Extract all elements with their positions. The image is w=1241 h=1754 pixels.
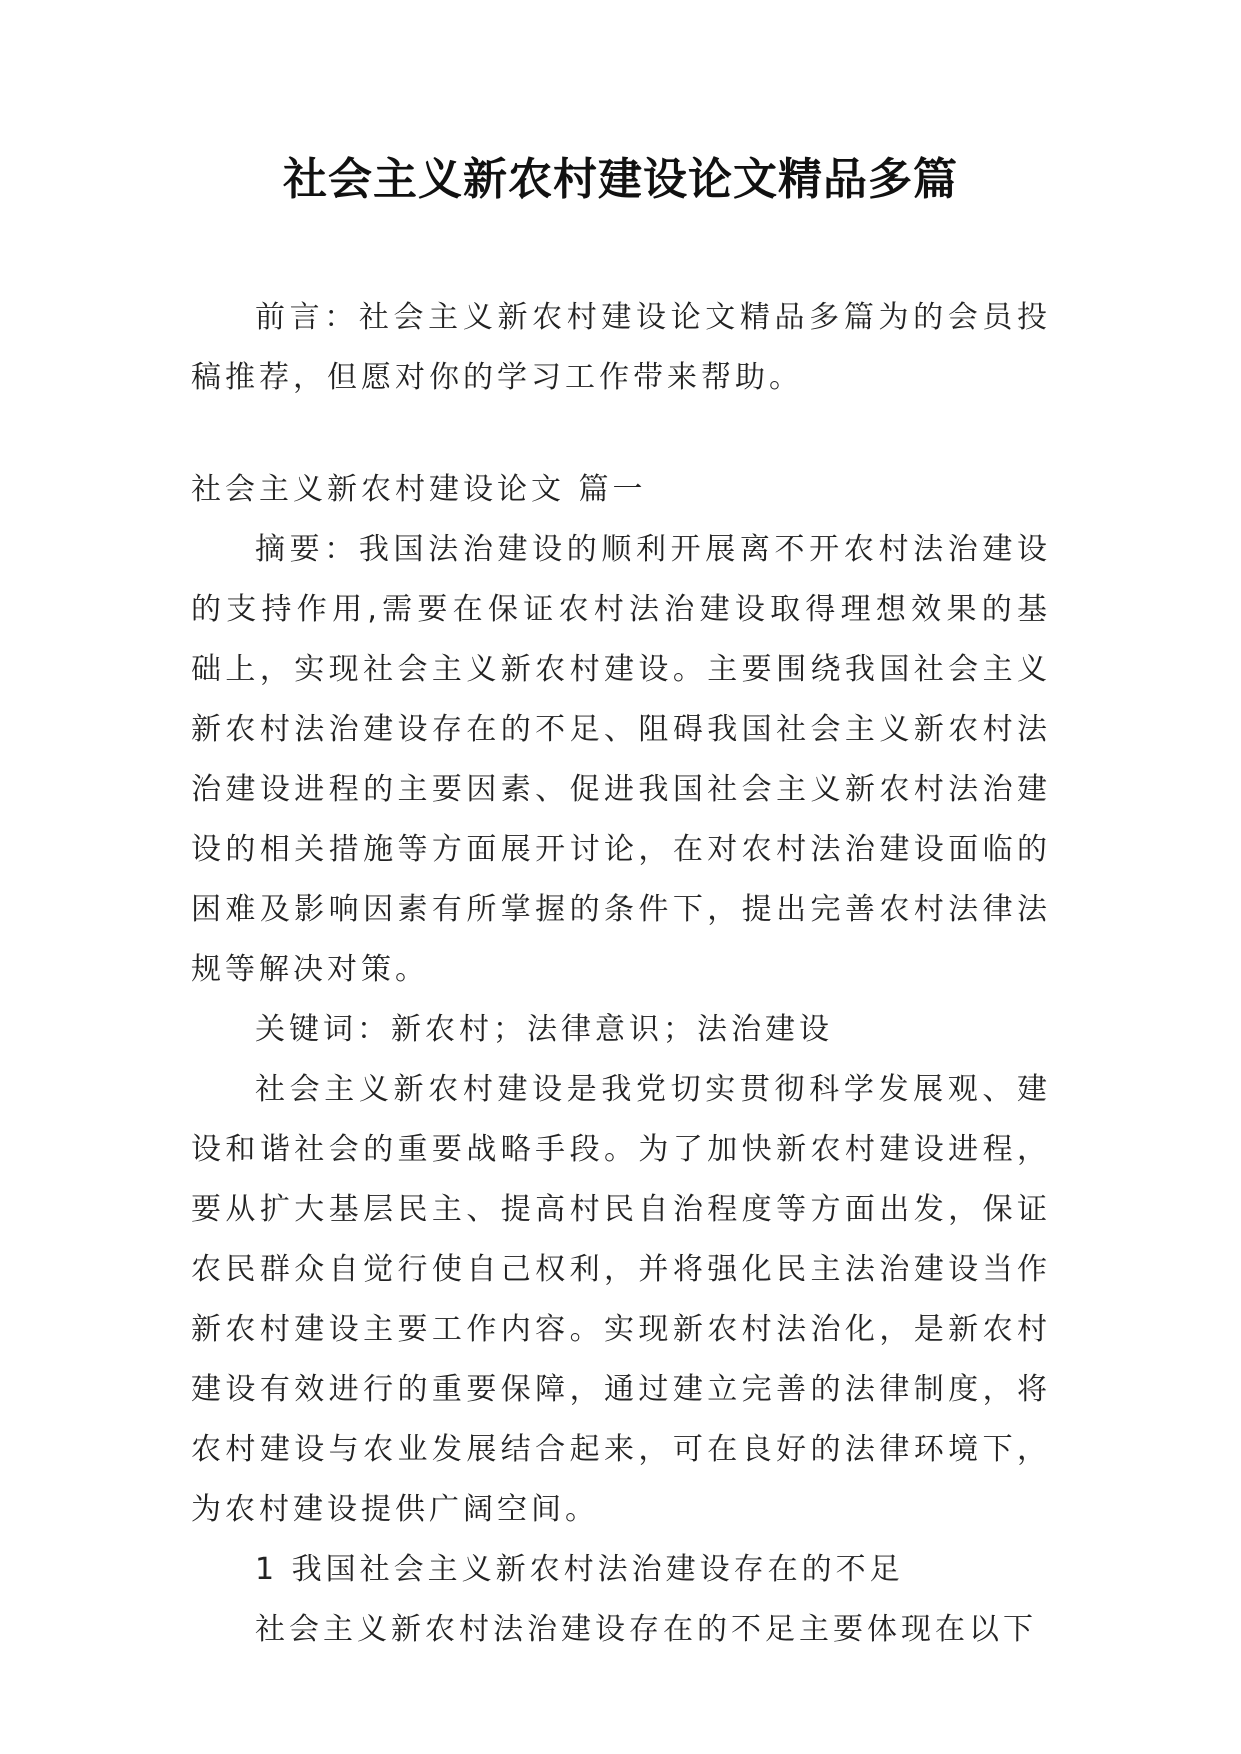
section-heading: 社会主义新农村建设论文 篇一 xyxy=(191,472,647,507)
abstract-paragraph: 摘要：我国法治建设的顺利开展离不开农村法治建设的支持作用,需要在保证农村法治建设取得理想效果的基础上，实现社会主义新农村建设。主要围绕我国社会主义新农村法治建设存在的不足、阻碍我国社会主义新农村法治建设进程的主要因素、促进我国社会主义新农村法治建设的相关措施等方面展开讨论，在对农村法治建设面临的困难及影响因素有所掌握的条件下，提出完善农村法律法规等解决对策。 xyxy=(191,532,1051,987)
subheading: 1 我国社会主义新农村法治建设存在的不足 xyxy=(255,1552,904,1587)
article-body xyxy=(191,460,1051,1660)
body-paragraph: 社会主义新农村建设是我党切实贯彻科学发展观、建设和谐社会的重要战略手段。为了加快新农村建设进程，要从扩大基层民主、提高村民自治程度等方面出发，保证农民群众自觉行使自己权利，并将强化民主法治建设当作新农村建设主要工作内容。实现新农村法治化，是新农村建设有效进行的重要保障，通过建立完善的法律制度，将农村建设与农业发展结合起来，可在良好的法律环境下，为农村建设提供广阔空间。 xyxy=(191,1072,1051,1527)
keywords-line: 关键词：新农村；法律意识；法治建设 xyxy=(255,1012,833,1047)
body-paragraph: 社会主义新农村法治建设存在的不足主要体现在以下 xyxy=(255,1612,1037,1647)
document-title: 社会主义新农村建设论文精品多篇 xyxy=(283,154,958,205)
preface-paragraph: 前言：社会主义新农村建设论文精品多篇为的会员投稿推荐，但愿对你的学习工作带来帮助。 xyxy=(191,300,1051,395)
preface-block xyxy=(191,288,1051,408)
